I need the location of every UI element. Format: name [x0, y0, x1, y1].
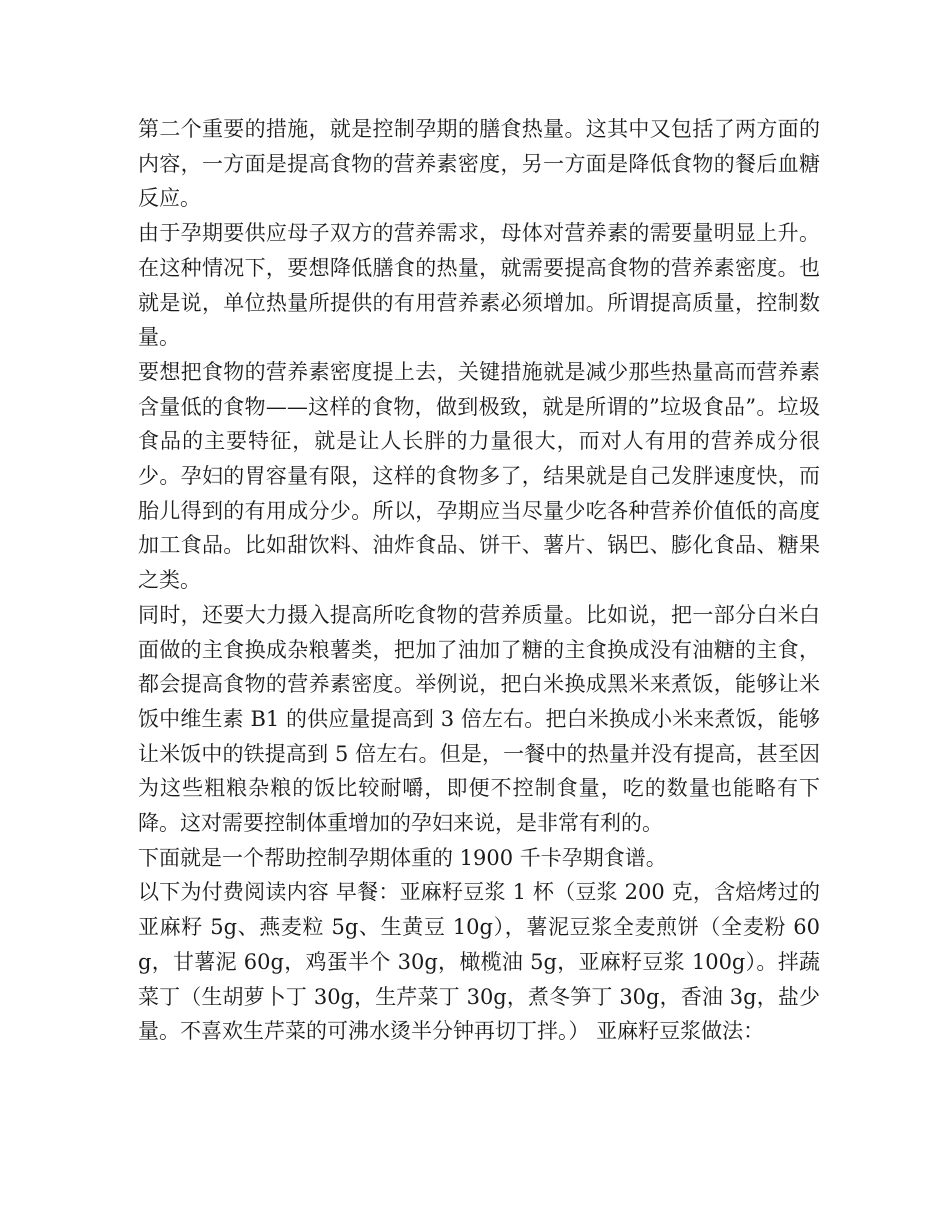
document-body [138, 112, 820, 1049]
paragraph-breakfast-menu: 以下为付费阅读内容 早餐：亚麻籽豆浆 1 杯（豆浆 200 克，含焙烤过的亚麻籽 5g、燕麦粒 5g、生黄豆 10g），薯泥豆浆全麦煎饼（全麦粉 60g，甘薯泥 60g，鸡蛋半个 30g，橄榄油 5g，亚麻籽豆浆 100g）。拌蔬菜丁（生胡萝卜丁 30g，生芹菜丁 30g，煮冬笋丁 30g，香油 3g，盐少量。不喜欢生芹菜的可沸水烫半分钟再切丁拌。） 亚麻籽豆浆做法： [138, 880, 820, 1044]
paragraph-junk-food: 要想把食物的营养素密度提上去，关键措施就是减少那些热量高而营养素含量低的食物——这样的食物，做到极致，就是所谓的”垃圾食品”。垃圾食品的主要特征，就是让人长胖的力量很大，而对人有用的营养成分很少。孕妇的胃容量有限，这样的食物多了，结果就是自己发胖速度快，而胎儿得到的有用成分少。所以，孕期应当尽量少吃各种营养价值低的高度加工食品。比如甜饮料、油炸食品、饼干、薯片、锅巴、膨化食品、糖果之类。 [138, 359, 820, 593]
paragraph-menu-intro: 下面就是一个帮助控制孕期体重的 1900 千卡孕期食谱。 [138, 845, 667, 870]
paragraph-nutrient-demand: 由于孕期要供应母子双方的营养需求，母体对营养素的需要量明显上升。在这种情况下，要想降低膳食的热量，就需要提高食物的营养素密度。也就是说，单位热量所提供的有用营养素必须增加。所谓提高质量，控制数量。 [138, 221, 820, 350]
paragraph-food-quality: 同时，还要大力摄入提高所吃食物的营养质量。比如说，把一部分白米白面做的主食换成杂粮薯类，把加了油加了糖的主食换成没有油糖的主食，都会提高食物的营养素密度。举例说，把白米换成黑米来煮饭，能够让米饭中维生素 B1 的供应量提高到 3 倍左右。把白米换成小米来煮饭，能够让米饭中的铁提高到 5 倍左右。但是，一餐中的热量并没有提高，甚至因为这些粗粮杂粮的饭比较耐嚼，即便不控制食量，吃的数量也能略有下降。这对需要控制体重增加的孕妇来说，是非常有利的。 [138, 602, 820, 836]
paragraph-intro: 第二个重要的措施，就是控制孕期的膳食热量。这其中又包括了两方面的内容，一方面是提高食物的营养素密度，另一方面是降低食物的餐后血糖反应。 [138, 117, 820, 211]
